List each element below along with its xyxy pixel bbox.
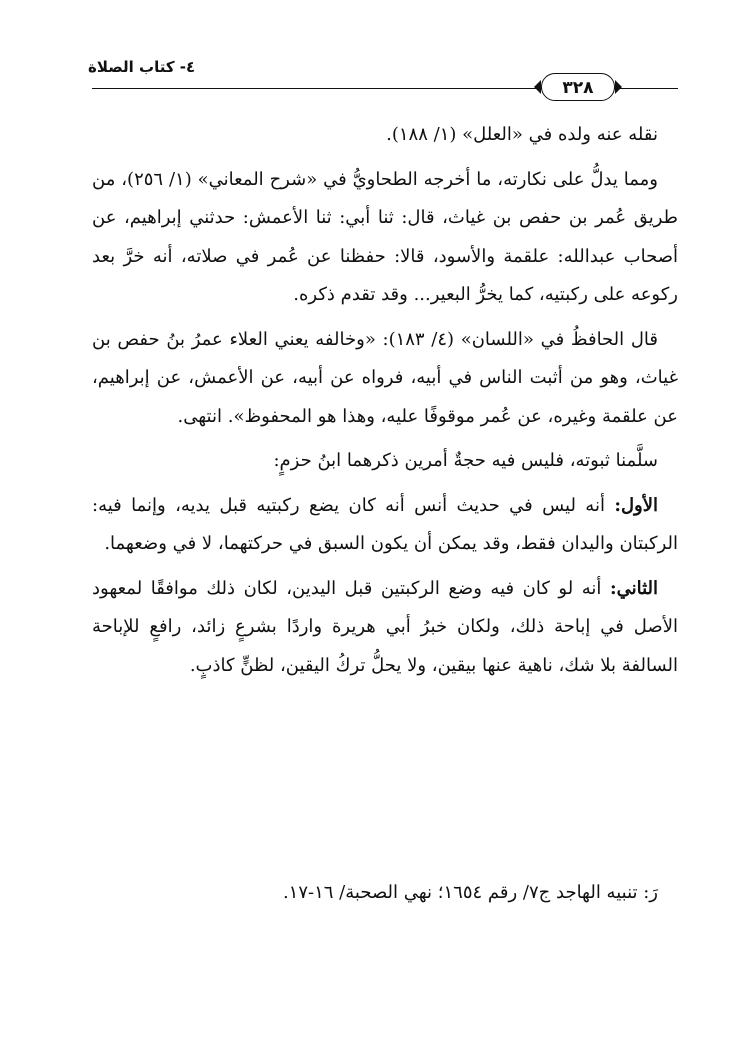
- paragraph-6: [92, 570, 678, 686]
- first-point-label: الأول:: [614, 494, 658, 516]
- paragraph-1: نقله عنه ولده في «العلل» (١/ ١٨٨).: [386, 124, 658, 145]
- paragraph-3: قال الحافظُ في «اللسان» (٤/ ١٨٣): «وخالفه يعني العلاء عمرُ بنُ حفص بن غياث، وهو من أثبت الناس في أبيه، فرواه عن أبيه، عن الأعمش، عن إبراهيم، عن علقمة وغيره، عن عُمر موقوفًا عليه، وهذا هو المحفوظ». انتهى.: [92, 328, 678, 427]
- paragraph-5: [92, 487, 678, 564]
- reference-note: رَ: تنبيه الهاجد ج٧/ رقم ١٦٥٤؛ نهي الصحبة/ ١٦-١٧.: [282, 882, 658, 903]
- page-number: ٣٢٨: [541, 73, 615, 101]
- second-point-label: الثاني:: [609, 577, 658, 599]
- main-text: [92, 116, 678, 691]
- chapter-title: ٤- كتاب الصلاة: [88, 58, 196, 76]
- paragraph-2: ومما يدلُّ على نكارته، ما أخرجه الطحاويُّ في «شرح المعاني» (١/ ٢٥٦)، من طريق عُمر بن حفص بن غياث، قال: ثنا أبي: ثنا الأعمش: حدثني إبراهيم، عن أصحاب عبدالله: علقمة والأسود، قالا: حفظنا عن عُمر في صلاته، أنه خرَّ بعد ركوعه على ركبتيه، كما يخرُّ البعير... وقد تقدم ذكره.: [92, 168, 678, 305]
- second-point-text: أنه لو كان فيه وضع الركبتين قبل اليدين، لكان ذلك موافقًا لمعهود الأصل في إباحة ذلك، ولكان خبرُ أبي هريرة واردًا بشرعٍ زائد، رافعٍ للإباحة السالفة بلا شك، ناهية عنها بيقين، ولا يحلُّ تركُ اليقين، لظنٍّ كاذبٍ.: [92, 577, 678, 676]
- paragraph-4: سلَّمنا ثبوته، فليس فيه حجةٌ أمرين ذكرهما ابنُ حزمٍ:: [273, 450, 658, 471]
- first-point-text: أنه ليس في حديث أنس أنه كان يضع ركبتيه قبل يديه، وإنما فيه: الركبتان واليدان فقط، وقد يمكن أن يكون السبق في حركتهما، لا في وضعهما.: [92, 494, 678, 554]
